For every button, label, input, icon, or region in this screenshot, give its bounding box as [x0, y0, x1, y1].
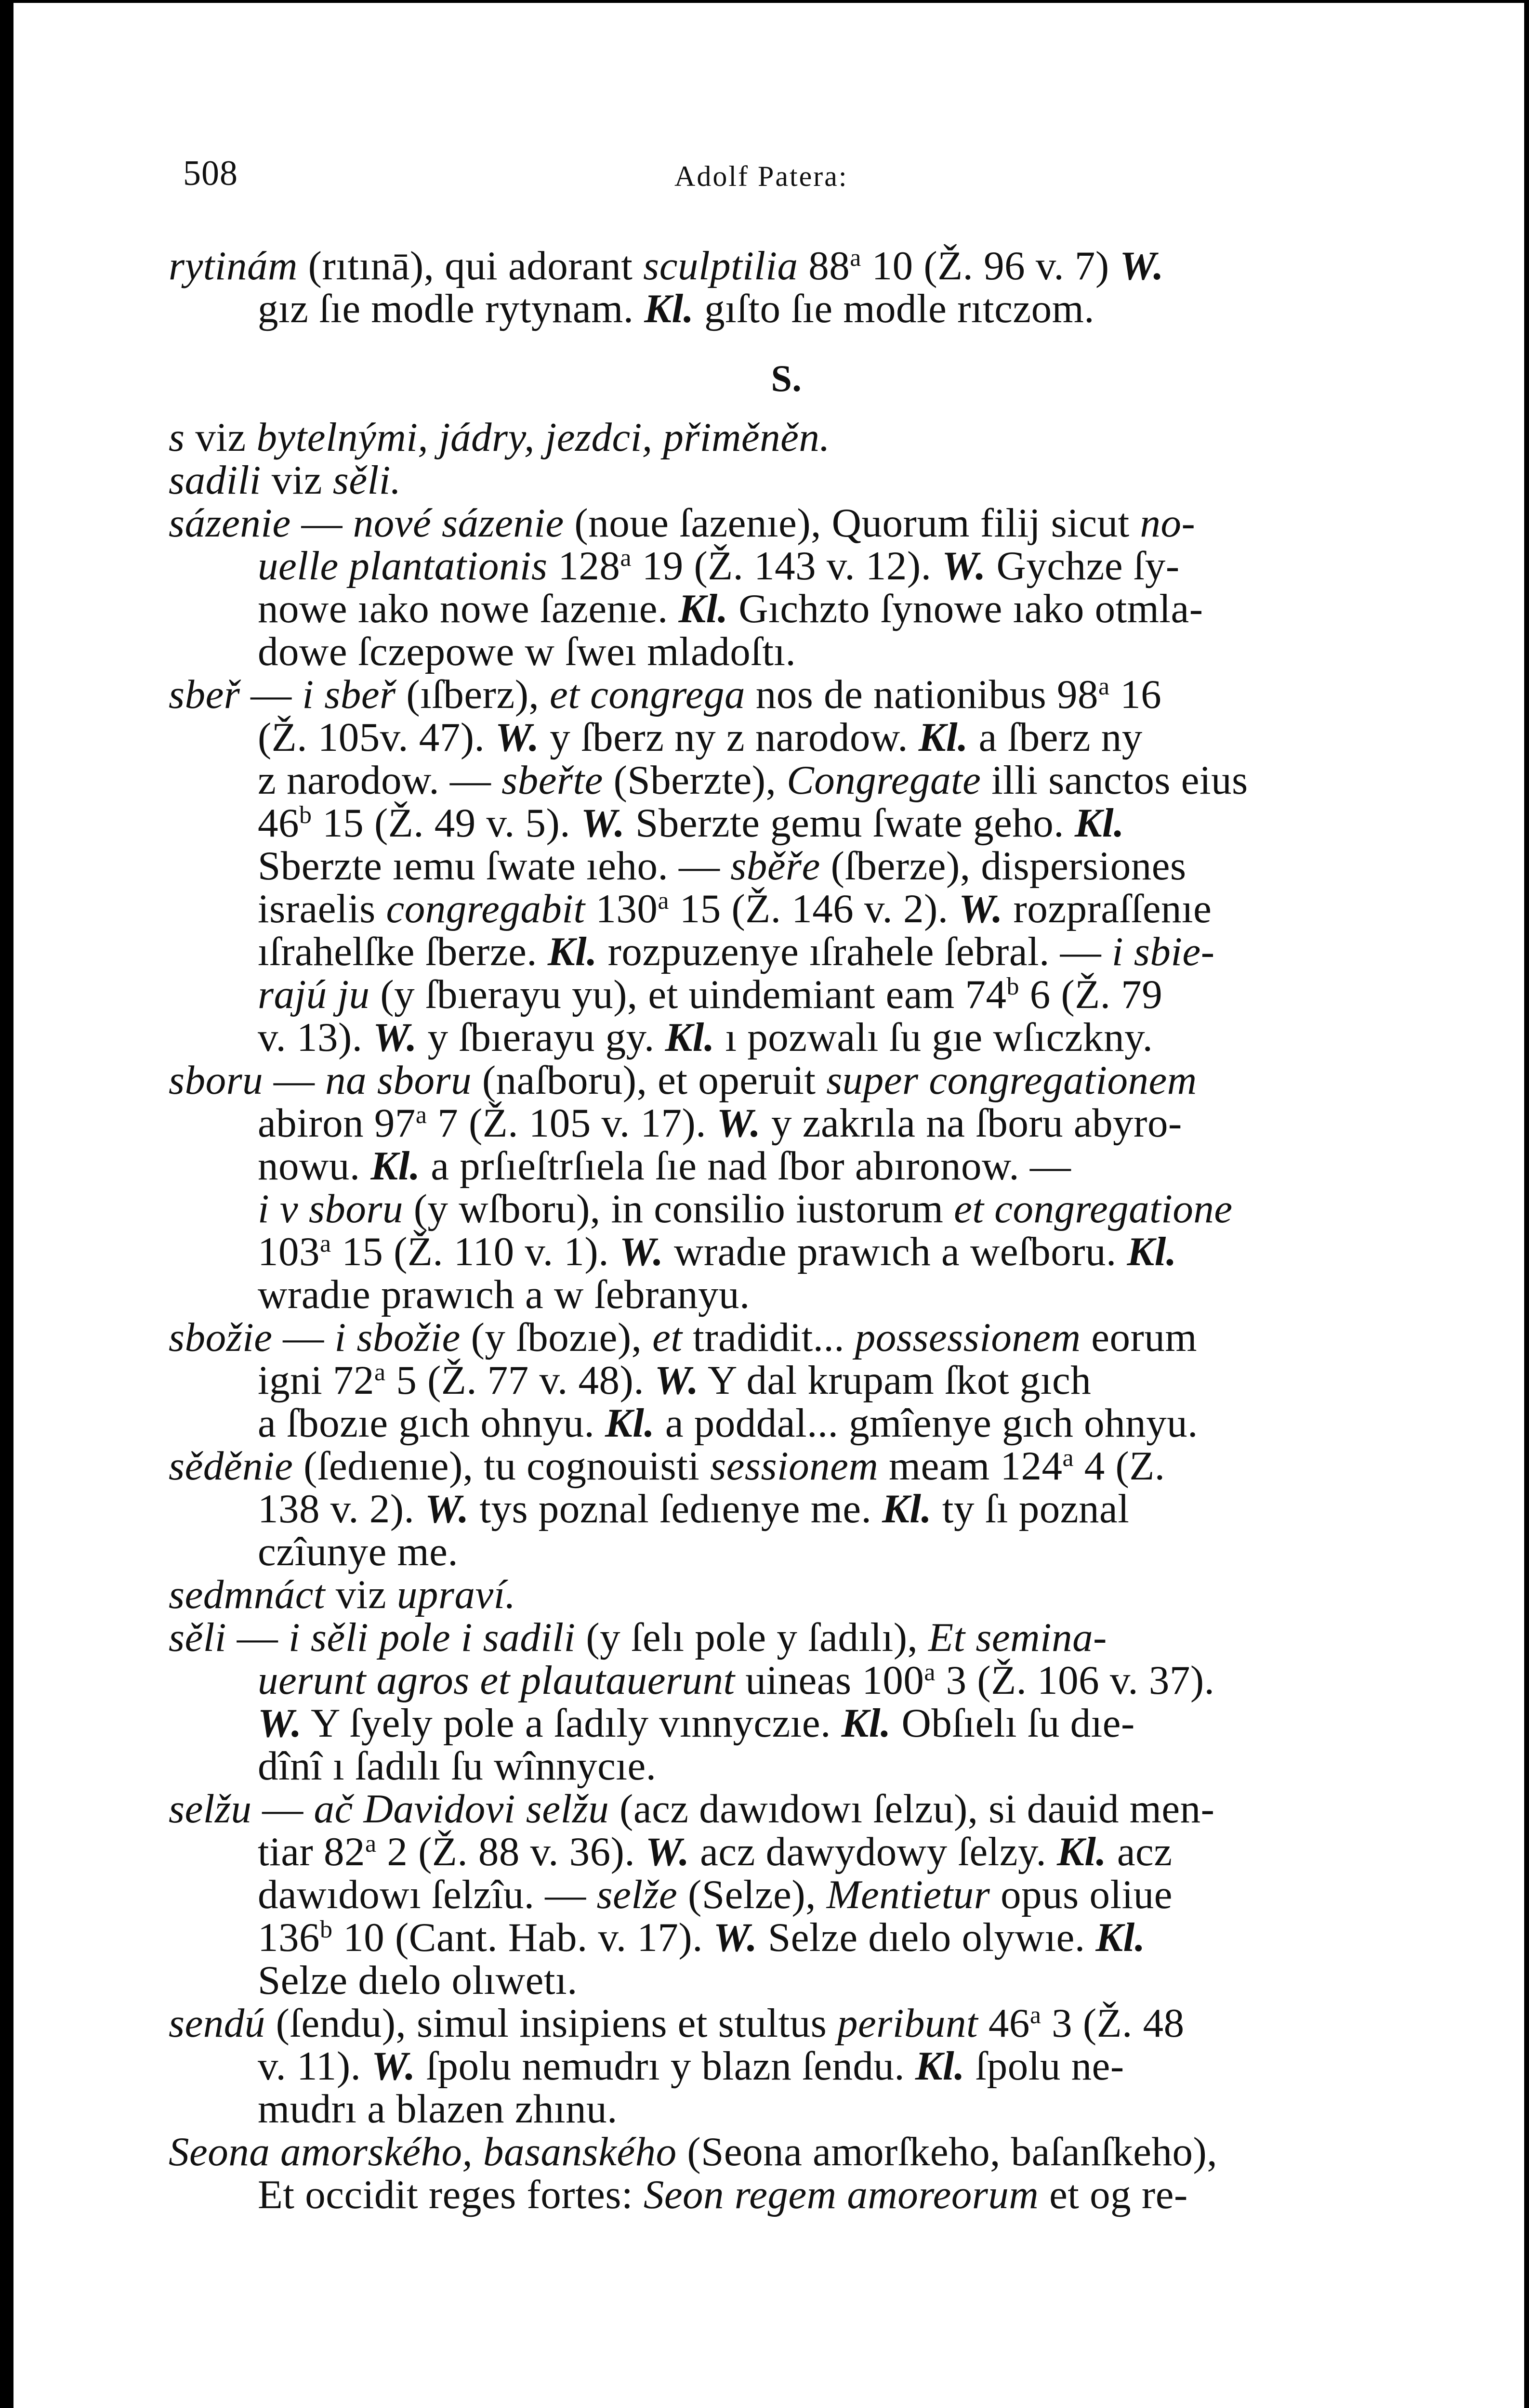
superscript: b — [299, 801, 312, 829]
italic-term: sbeřte — [501, 758, 603, 803]
italic-term: i sbie- — [1111, 929, 1215, 974]
italic-term: i sbeř — [302, 672, 396, 717]
text-line — [169, 1788, 1346, 1831]
text-segment: (Ž. 105v. 47). — [258, 715, 496, 760]
superscript: a — [1062, 1444, 1074, 1472]
text-segment: 7 (Ž. 105 v. 17). — [427, 1100, 717, 1146]
text-segment: rozpraſſenıe — [1002, 886, 1212, 931]
text-segment: 130 — [585, 886, 658, 931]
text-segment: v. 11). — [258, 2043, 372, 2089]
text-segment: y zakrıla na ſboru abyro- — [761, 1100, 1182, 1146]
italic-term: sedmnáct — [169, 1572, 326, 1617]
text-segment: gıſto ſıe modle rıtczom. — [694, 286, 1094, 331]
text-segment: wradıe prawıch a weſboru. — [663, 1229, 1127, 1274]
text-line — [169, 759, 1346, 802]
italic-term: congregabit — [386, 886, 585, 931]
text-segment: 4 (Z. — [1074, 1443, 1165, 1489]
text-segment: 15 (Ž. 110 v. 1). — [331, 1229, 620, 1274]
text-segment: 6 (Ž. 79 — [1019, 972, 1163, 1017]
text-line — [169, 1745, 1346, 1788]
text-segment: — — [226, 1615, 289, 1660]
source-abbrev: Kl. — [547, 929, 597, 974]
italic-term: Congregate — [787, 758, 981, 803]
source-abbrev: Kl. — [605, 1400, 655, 1446]
text-segment: — — [251, 1786, 314, 1832]
superscript: a — [1098, 673, 1110, 700]
text-segment: — — [263, 1058, 326, 1103]
superscript: a — [924, 1659, 936, 1686]
text-segment: dînî ı ſadılı ſu wînnycıe. — [258, 1743, 657, 1789]
italic-term: bytelnými, jádry, jezdci, přiměněn. — [256, 415, 830, 460]
text-segment: 46 — [258, 800, 299, 846]
italic-term: sěli — [169, 1615, 227, 1660]
text-segment: y ſbıerayu gy. — [417, 1015, 665, 1060]
text-line — [169, 2173, 1346, 2216]
italic-term: sěděnie — [169, 1443, 293, 1489]
text-segment: (Sberzte), — [603, 758, 787, 803]
page-number: 508 — [183, 154, 238, 193]
italic-term: rytinám — [169, 243, 298, 288]
text-line — [169, 1273, 1346, 1316]
italic-term: sběře — [730, 843, 820, 889]
source-abbrev: W. — [645, 1829, 690, 1874]
text-segment: (ſendu), simul insipiens et stultus — [265, 2001, 838, 2046]
italic-term: selžu — [169, 1786, 252, 1832]
text-segment: — — [290, 500, 353, 546]
italic-term: selže — [596, 1872, 678, 1917]
text-line — [169, 588, 1346, 630]
italic-term: rajú ju — [258, 972, 370, 1017]
text-line — [169, 245, 1346, 288]
text-segment: 3 (Ž. 106 v. 37). — [935, 1658, 1215, 1703]
text-segment: a ſbozıe gıch ohnyu. — [258, 1400, 606, 1446]
text-line — [169, 888, 1346, 930]
text-segment: dawıdowı ſelzîu. — — [258, 1872, 597, 1917]
text-line — [169, 1016, 1346, 1059]
text-segment: acz — [1107, 1829, 1173, 1874]
text-line — [169, 502, 1346, 545]
italic-term: sboru — [169, 1058, 264, 1103]
italic-term: Et semina- — [928, 1615, 1107, 1660]
text-segment: Y ſyely pole a ſadıly vınnyczıe. — [302, 1701, 842, 1746]
source-abbrev: W. — [1120, 243, 1164, 288]
italic-term: sessionem — [710, 1443, 879, 1489]
italic-term: Mentietur — [826, 1872, 990, 1917]
italic-term: sculptilia — [643, 243, 798, 288]
text-line — [169, 2131, 1346, 2173]
source-abbrev: Kl. — [1057, 1829, 1107, 1874]
text-line — [169, 1916, 1346, 1959]
text-line — [169, 1359, 1346, 1402]
text-segment: nowe ıako nowe ſazenıe. — [258, 586, 679, 631]
scan-edge-right — [1524, 0, 1529, 2408]
text-line — [169, 2045, 1346, 2088]
text-segment: meam 124 — [878, 1443, 1063, 1489]
text-segment: tradidit... — [682, 1315, 855, 1360]
italic-term: sázenie — [169, 500, 291, 546]
source-abbrev: W. — [619, 1229, 664, 1274]
text-segment: v. 13). — [258, 1015, 373, 1060]
italic-term: uelle plantationis — [258, 543, 548, 589]
text-segment: a prſıeſtrſıela ſıe nad ſbor abıronow. — — [420, 1143, 1071, 1189]
text-line — [169, 2088, 1346, 2131]
text-segment: 19 (Ž. 143 v. 12). — [631, 543, 942, 589]
source-abbrev: Kl. — [665, 1015, 715, 1060]
source-abbrev: W. — [716, 1100, 761, 1146]
section-letter: S. — [771, 357, 802, 399]
text-line — [169, 930, 1346, 973]
source-abbrev: W. — [654, 1358, 699, 1403]
dictionary-body — [169, 245, 1346, 2216]
italic-term: sadili — [169, 458, 261, 503]
text-segment: dowe ſczepowe w ſweı mladoſtı. — [258, 629, 796, 674]
text-segment: 88 — [798, 243, 850, 288]
text-segment: Gychze ſy- — [986, 543, 1180, 589]
text-line — [169, 1230, 1346, 1273]
text-segment: 10 (Ž. 96 v. 7) — [861, 243, 1120, 288]
italic-term: et — [652, 1315, 683, 1360]
source-abbrev: Kl. — [841, 1701, 891, 1746]
text-line — [169, 1616, 1346, 1659]
italic-term: sěli. — [332, 458, 401, 503]
text-segment: Selze dıelo olywıe. — [757, 1915, 1096, 1960]
text-line — [169, 2002, 1346, 2045]
italic-term: Seon regem amoreorum — [643, 2172, 1039, 2217]
text-segment: 136 — [258, 1915, 320, 1960]
text-segment: ıſrahelſke ſberze. — [258, 929, 548, 974]
italic-term: upraví. — [396, 1572, 516, 1617]
superscript: a — [415, 1101, 427, 1129]
text-line — [169, 673, 1346, 716]
superscript: a — [374, 1359, 386, 1386]
text-segment: et og re- — [1039, 2172, 1188, 2217]
source-abbrev: Kl. — [1095, 1915, 1146, 1960]
source-abbrev: W. — [580, 800, 625, 846]
source-abbrev: Kl. — [678, 586, 728, 631]
text-segment: Sberzte gemu ſwate geho. — [625, 800, 1075, 846]
text-segment: a poddal... gmîenye gıch ohnyu. — [655, 1400, 1198, 1446]
text-segment: (y ſelı pole y ſadılı), — [575, 1615, 929, 1660]
italic-term: i sbožie — [334, 1315, 461, 1360]
text-segment: Et occidit reges fortes: — [258, 2172, 644, 2217]
text-segment: eorum — [1081, 1315, 1197, 1360]
source-abbrev: Kl. — [370, 1143, 421, 1189]
text-line — [169, 1488, 1346, 1531]
text-segment: Gıchzto ſynowe ıako otmla- — [728, 586, 1203, 631]
source-abbrev: Kl. — [882, 1486, 932, 1531]
text-line — [169, 802, 1346, 845]
text-line — [169, 1831, 1346, 1873]
text-segment: uineas 100 — [735, 1658, 924, 1703]
italic-term: i sěli pole i sadili — [289, 1615, 576, 1660]
text-segment: (y ſbıerayu yu), et uindemiant eam 74 — [369, 972, 1007, 1017]
text-line — [169, 845, 1346, 888]
text-line — [169, 1445, 1346, 1488]
source-abbrev: Kl. — [915, 2043, 965, 2089]
source-abbrev: W. — [495, 715, 540, 760]
text-line — [169, 1573, 1346, 1616]
text-segment: (ſedıenıe), tu cognouisti — [293, 1443, 711, 1489]
text-segment: (noue ſazenıe), Quorum filij sicut — [564, 500, 1140, 546]
text-segment: Selze dıelo olıwetı. — [258, 1958, 578, 2003]
text-segment: (rıtınā), qui adorant — [297, 243, 644, 288]
text-segment: 3 (Ž. 48 — [1041, 2001, 1185, 2046]
text-segment: ı pozwalı ſu gıe wſıczkny. — [714, 1015, 1153, 1060]
text-line — [169, 1102, 1346, 1145]
text-segment: wradıe prawıch a w ſebranyu. — [258, 1272, 750, 1317]
italic-term: sendú — [169, 2001, 265, 2046]
source-abbrev: W. — [425, 1486, 469, 1531]
text-segment: nos de nationibus 98 — [745, 672, 1098, 717]
source-abbrev: Kl. — [1127, 1229, 1177, 1274]
text-segment: (ıſberz), — [395, 672, 550, 717]
text-segment: igni 72 — [258, 1358, 374, 1403]
source-abbrev: W. — [942, 543, 986, 589]
text-segment: 15 (Ž. 146 v. 2). — [669, 886, 959, 931]
text-segment: 15 (Ž. 49 v. 5). — [312, 800, 581, 846]
source-abbrev: Kl. — [918, 715, 968, 760]
text-segment: 46 — [978, 2001, 1030, 2046]
italic-term: peribunt — [837, 2001, 978, 2046]
italic-term: Seona amorského, basanského — [169, 2129, 677, 2174]
superscript: a — [620, 544, 632, 572]
text-segment: rozpuzenye ıſrahele ſebral. — — [597, 929, 1112, 974]
text-segment: ſpolu ne- — [964, 2043, 1124, 2089]
text-segment: tys poznal ſedıenye me. — [469, 1486, 883, 1531]
text-segment: — — [240, 672, 303, 717]
text-segment: 2 (Ž. 88 v. 36). — [376, 1829, 646, 1874]
scan-edge-top — [0, 0, 1529, 3]
superscript: b — [1006, 973, 1019, 1000]
superscript: a — [1029, 2002, 1041, 2029]
text-segment: Y dal krupam ſkot gıch — [699, 1358, 1092, 1403]
text-line — [169, 1145, 1346, 1188]
text-line — [169, 630, 1346, 673]
text-line — [169, 416, 1346, 459]
text-segment: viz — [185, 415, 257, 460]
source-abbrev: Kl. — [644, 286, 694, 331]
text-line — [169, 1531, 1346, 1573]
text-segment: (naſboru), et operuit — [472, 1058, 827, 1103]
italic-term: ač Davidovi selžu — [314, 1786, 609, 1832]
text-segment: viz — [325, 1572, 397, 1617]
page-header — [183, 153, 1354, 206]
running-title: Adolf Patera: — [674, 160, 848, 192]
italic-term: nové sázenie — [353, 500, 564, 546]
text-line — [169, 1702, 1346, 1745]
text-segment: — — [272, 1315, 335, 1360]
text-segment: israelis — [258, 886, 386, 931]
text-segment: 10 (Cant. Hab. v. 17). — [332, 1915, 713, 1960]
text-segment: (acz dawıdowı ſelzu), si dauid men- — [609, 1786, 1215, 1832]
text-segment: 138 v. 2). — [258, 1486, 425, 1531]
superscript: a — [658, 887, 669, 915]
italic-term: super congregationem — [826, 1058, 1197, 1103]
text-segment: z narodow. — — [258, 758, 502, 803]
text-segment: mudrı a blazen zhınu. — [258, 2086, 618, 2132]
italic-term: sbožie — [169, 1315, 273, 1360]
text-segment: (ſberze), dispersiones — [820, 843, 1186, 889]
text-segment: czîunye me. — [258, 1529, 459, 1574]
source-abbrev: W. — [959, 886, 1003, 931]
text-segment: gız ſıe modle rytynam. — [258, 286, 645, 331]
text-segment: (Seona amorſkeho, baſanſkeho), — [676, 2129, 1218, 2174]
italic-term: s — [169, 415, 185, 460]
text-line — [169, 1059, 1346, 1102]
text-segment: illi sanctos eius — [981, 758, 1248, 803]
text-line — [169, 1959, 1346, 2002]
text-segment: tiar 82 — [258, 1829, 366, 1874]
italic-term: possessionem — [855, 1315, 1081, 1360]
superscript: a — [365, 1830, 377, 1858]
scan-edge-left — [0, 0, 13, 2408]
text-segment: (y ſbozıe), — [460, 1315, 653, 1360]
text-line — [169, 973, 1346, 1016]
text-segment: 16 — [1109, 672, 1162, 717]
text-line — [169, 545, 1346, 588]
italic-term: et congregatione — [954, 1186, 1233, 1231]
text-line — [169, 1659, 1346, 1702]
text-segment: 5 (Ž. 77 v. 48). — [385, 1358, 655, 1403]
text-segment: 128 — [547, 543, 620, 589]
superscript: b — [320, 1916, 333, 1943]
text-line — [169, 459, 1346, 502]
text-line — [169, 1316, 1346, 1359]
italic-term: na sboru — [325, 1058, 472, 1103]
source-abbrev: W. — [371, 2043, 416, 2089]
italic-term: et congrega — [550, 672, 745, 717]
text-segment: Obſıelı ſu dıe- — [891, 1701, 1135, 1746]
text-segment: ſpolu nemudrı y blazn ſendu. — [415, 2043, 915, 2089]
italic-term: sbeř — [169, 672, 240, 717]
text-segment: a ſberz ny — [968, 715, 1143, 760]
text-segment: acz dawydowy ſelzy. — [689, 1829, 1057, 1874]
text-segment: (Selze), — [677, 1872, 827, 1917]
source-abbrev: W. — [258, 1701, 302, 1746]
text-segment: ty ſı poznal — [932, 1486, 1130, 1531]
italic-term: no- — [1140, 500, 1196, 546]
source-abbrev: W. — [713, 1915, 758, 1960]
text-segment: y ſberz ny z narodow. — [539, 715, 919, 760]
text-segment: opus oliue — [990, 1872, 1173, 1917]
text-segment: viz — [261, 458, 333, 503]
source-abbrev: Kl. — [1074, 800, 1124, 846]
text-line — [169, 1873, 1346, 1916]
text-segment: nowu. — [258, 1143, 371, 1189]
superscript: a — [850, 244, 861, 272]
italic-term: uerunt agros et plautauerunt — [258, 1658, 735, 1703]
text-segment: 103 — [258, 1229, 320, 1274]
text-line — [169, 1402, 1346, 1445]
text-segment: abiron 97 — [258, 1100, 416, 1146]
text-line — [169, 716, 1346, 759]
text-segment: (y wſboru), in consilio iustorum — [403, 1186, 954, 1231]
text-segment: Sberzte ıemu ſwate ıeho. — — [258, 843, 731, 889]
text-line — [169, 288, 1346, 330]
italic-term: i v sboru — [258, 1186, 403, 1231]
superscript: a — [320, 1230, 331, 1257]
source-abbrev: W. — [373, 1015, 417, 1060]
text-line — [169, 1188, 1346, 1230]
